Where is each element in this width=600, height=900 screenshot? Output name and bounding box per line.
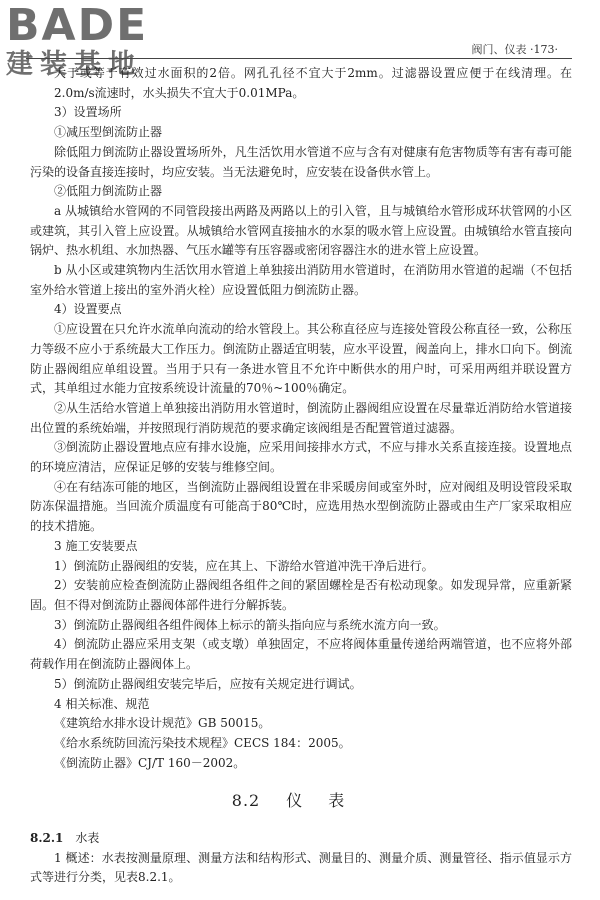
- paragraph: ④在有结冻可能的地区，当倒流防止器阀组设置在非采暖房间或室外时，应对阀组及明设管段采取防冻保温措施。当回流介质温度有可能高于80℃时，应选用热水型倒流防止器或由生产厂家采取相应的技术措施。: [30, 479, 572, 534]
- list-item: 1）倒流防止器阀组的安装，应在其上、下游给水管道冲洗干净后进行。: [54, 558, 434, 573]
- section-heading: [30, 791, 572, 811]
- list-heading: ①减压型倒流防止器: [54, 125, 163, 140]
- list-heading: 4 相关标准、规范: [54, 696, 150, 711]
- logo-text: BADE: [6, 0, 149, 51]
- page-body: [30, 64, 572, 888]
- list-heading: 4）设置要点: [54, 302, 122, 317]
- running-header: 阀门、仪表 ·173·: [471, 43, 558, 56]
- reference-item: 《给水系统防回流污染技术规程》CECS 184：2005。: [54, 735, 351, 750]
- logo-subtitle: 建装基地: [6, 49, 142, 80]
- paragraph: 1 概述：水表按测量原理、测量方法和结构形式、测量目的、测量介质、测量管径、指示值显示方式等进行分类，见表8.2.1。: [30, 850, 572, 885]
- paragraph: b 从小区或建筑物内生活饮用水管道上单独接出消防用水管道时，在消防用水管道的起端（不包括室外给水管道上接出的室外消火栓）应设置低阻力倒流防止器。: [30, 263, 572, 297]
- list-heading: 3）设置场所: [54, 105, 122, 120]
- paragraph: ③倒流防止器设置地点应有排水设施，应采用间接排水方式，不应与排水关系直接连接。设置地点的环境应清洁，应保证足够的安装与维修空间。: [30, 440, 572, 475]
- reference-item: 《建筑给水排水设计规范》GB 50015。: [54, 716, 271, 731]
- list-heading: 3 施工安装要点: [54, 538, 138, 553]
- subsection-number: 8.2.1: [30, 831, 64, 846]
- list-item: 3）倒流防止器阀组各组件阀体上标示的箭头指向应与系统水流方向一致。: [54, 617, 446, 632]
- paragraph: ②从生活给水管道上单独接出消防用水管道时，倒流防止器阀组应设置在尽量靠近消防给水管道接出位置的系统始端，并按照现行消防规范的要求确定该阀组是否配置管道过滤器。: [30, 400, 572, 435]
- reference-item: 《倒流防止器》CJ/T 160－2002。: [54, 755, 246, 770]
- list-item: 5）倒流防止器阀组安装完毕后，应按有关规定进行调试。: [54, 676, 362, 691]
- section-number: 8.2: [231, 791, 261, 811]
- header-rule: [26, 58, 572, 59]
- paragraph: a 从城镇给水管网的不同管段接出两路及两路以上的引入管，且与城镇给水管形成环状管网的小区或建筑，其引入管上应设置。从城镇给水管网直接抽水的水泵的吸水管上应设置。由城镇给水管直接向锅炉、热水机组、水加热器、气压水罐等有压容器或密闭容器注水的进水管上应设置。: [30, 203, 572, 258]
- paragraph: 除低阻力倒流防止器设置场所外，凡生活饮用水管道不应与含有对健康有危害物质等有害有毒可能污染的设备直接连接时，均应安装。当无法避免时，应安装在设备供水管上。: [30, 144, 572, 179]
- paragraph: ①应设置在只允许水流单向流动的给水管段上。其公称直径应与连接处管段公称直径一致，公称压力等级不应小于系统最大工作压力。倒流防止器适宜明装，应水平设置，阀盖向上，排水口向下。倒流防止器阀组应单组设置。当用于只有一条进水管且不允许中断供水的用户时，可采用两组并联设置方式，其单组过水能力宜按系统设计流量的70％~100％确定。: [30, 322, 572, 396]
- list-heading: ②低阻力倒流防止器: [54, 184, 163, 199]
- section-title: 仪表: [286, 791, 371, 811]
- paragraph: 大于或等于有效过水面积的2倍。网孔孔径不宜大于2mm。过滤器设置应便于在线清理。在2.0m/s流速时，水头损失不宜大于0.01MPa。: [54, 66, 572, 100]
- subsection-title: 水表: [75, 831, 100, 846]
- list-item: 2）安装前应检查倒流防止器阀组各组件之间的紧固螺栓是否有松动现象。如发现异常，应重新紧固。但不得对倒流防止器阀体部件进行分解拆装。: [30, 578, 572, 612]
- list-item: 4）倒流防止器应采用支架（或支墩）单独固定，不应将阀体重量传递给两端管道，也不应将外部荷载作用在倒流防止器阀体上。: [30, 637, 572, 672]
- subsection-heading: [30, 829, 572, 849]
